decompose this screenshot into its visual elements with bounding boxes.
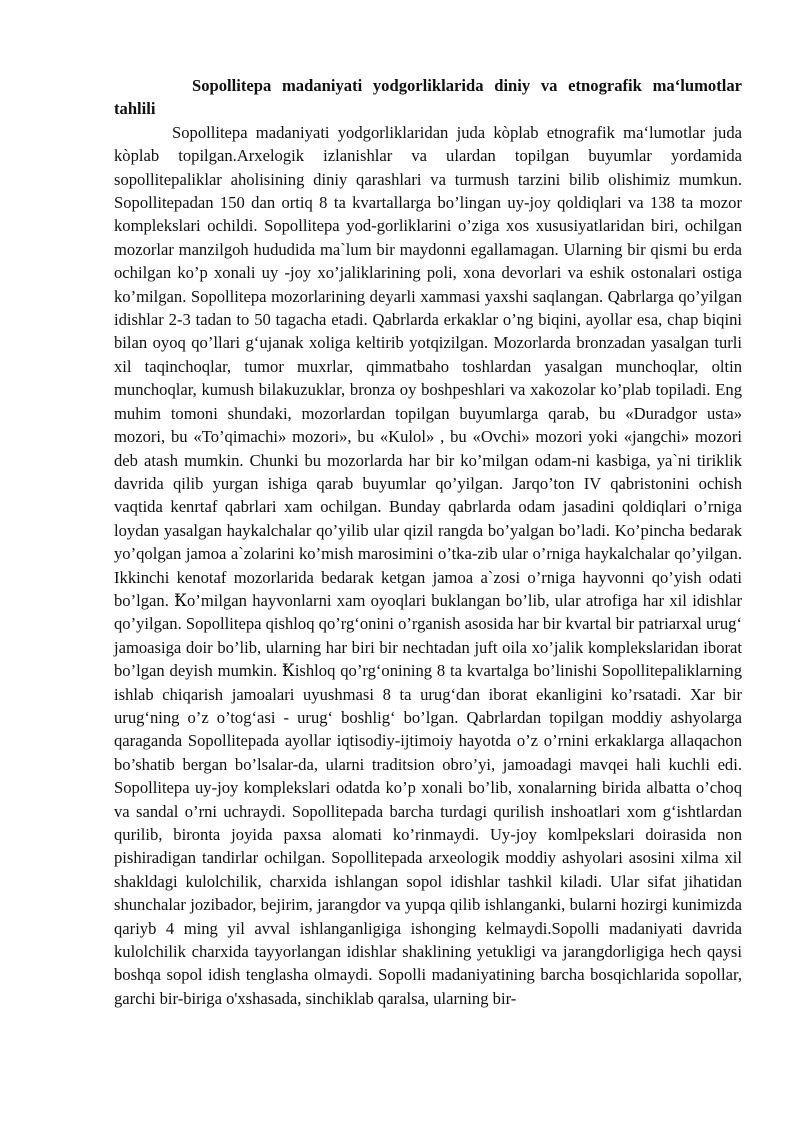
document-page [114, 74, 742, 1010]
body-paragraph: Sopollitepa madaniyati yodgorliklaridan juda kòplab etnografik maʻlumotlar juda kòplab topilgan.Arxelogik izlanishlar va ulardan topilgan buyumlar yordamida sopollitepaliklar aholisining diniy qarashlari va turmush tarzini bilib olishimiz mumkun. Sopollitepadan 150 dan ortiq 8 ta kvartallarga bo’lingan uy-joy qoldiqlari va 138 ta mozor komplekslari ochildi. Sopollitepa yod-gorliklarini o’ziga xos xususiyatlaridan biri, ochilgan mozorlar manzilgoh hududida ma`lum bir maydonni egallamagan. Ularning bir qismi bu erda ochilgan ko’p xonali uy -joy xo’jaliklarining poli, xona devorlari va eshik ostonalari ostiga ko’milgan. Sopollitepa mozorlarining deyarli xammasi yaxshi saqlangan. Qabrlarga qo’yilgan idishlar 2-3 tadan to 50 tagacha etadi. Qabrlarda erkaklar o’ng biqini, ayollar esa, chap biqini bilan oyoq qo’llari gʻujanak xoliga keltirib yotqizilgan. Mozorlarda bronzadan yasalgan turli xil taqinchoqlar, tumor muxrlar, qimmatbaho toshlardan yasalgan munchoqlar, oltin munchoqlar, kumush bilakuzuklar, bronza oy boshpeshlari va xakozolar ko’plab topiladi. Eng muhim tomoni shundaki, mozorlardan topilgan buyumlarga qarab, bu «Duradgor usta» mozori, bu «To’qimachi» mozori», bu «Kulol» , bu «Ovchi» mozori yoki «jangchi» mozori deb atash mumkin. Chunki bu mozorlarda har bir ko’milgan odam-ni kasbiga, ya`ni tiriklik davrida qilib yurgan ishiga qarab buyumlar qo’yilgan. Jarqo’ton IV qabristonini ochish vaqtida kenrtaf qabrlari xam ochilgan. Bunday qabrlarda odam jasadini qoldiqlari o’rniga loydan yasalgan haykalchalar qo’yilib ular qizil rangda bo’yalgan bo’ladi. Ko’pincha bedarak yo’qolgan jamoa a`zolarini ko’mish marosimini o’tka-zib ular o’rniga haykalchalar qo’yilgan. Ikkinchi kenotaf mozorlarida bedarak ketgan jamoa a`zosi o’rniga hayvonni qo’yish odati bo’lgan. Ꝁo’milgan hayvonlarni xam oyoqlari buklangan bo’lib, ular atrofiga har xil idishlar qo’yilgan. Sopollitepa qishloq qo’rgʻonini o’rganish asosida har bir kvartal bir patriarxal urugʻ jamoasiga doir bo’lib, ularning har biri bir nechtadan juft oila xo’jalik komplekslaridan iborat bo’lgan deyish mumkin. Ꝁishloq qo’rgʻonining 8 ta kvartalga bo’linishi Sopollitepaliklarning ishlab chiqarish jamoalari uyushmasi 8 ta urugʻdan iborat ekanligini ko’rsatadi. Xar bir urugʻning o’z o’togʻasi - urugʻ boshligʻ bo’lgan. Qabrlardan topilgan moddiy ashyolarga qaraganda Sopollitepada ayollar iqtisodiy-ijtimoiy hayotda o’z o’rnini erkaklarga allaqachon bo’shatib bergan bo’lsalar-da, ularni traditsion obro’yi, jamoadagi mavqei hali kuchli edi. Sopollitepa uy-joy komplekslari odatda ko’p xonali bo’lib, xonalarning birida albatta o’choq va sandal o’rni uchraydi. Sopollitepada barcha turdagi qurilish inshoatlari xom gʻishtlardan qurilib, bironta joyida paxsa alomati ko’rinmaydi. Uy-joy komlpekslari doirasida non pishiradigan tandirlar ochilgan. Sopollitepada arxeologik moddiy ashyolari asosini xilma xil shakldagi kulolchilik, charxida ishlangan sopol idishlar tashkil kiladi. Ular sifat jihatidan shunchalar jozibador, bejirim, jarangdor va yupqa qilib ishlanganki, bularni hozirgi kunimizda qariyb 4 ming yil avval ishlanganligiga ishonging kelmaydi.Sopolli madaniyati davrida kulolchilik charxida tayyorlangan idishlar shaklining yetukligi va jarangdorligiga hech qaysi boshqa sopol idish tenglasha olmaydi. Sopolli madaniyatining barcha bosqichlarida sopollar, garchi bir-biriga o'xshasada, sinchiklab qaralsa, ularning bir- [114, 122, 742, 1008]
document-title: Sopollitepa madaniyati yodgorliklarida diniy va etnografik maʻlumotlar tahlili [114, 76, 742, 119]
